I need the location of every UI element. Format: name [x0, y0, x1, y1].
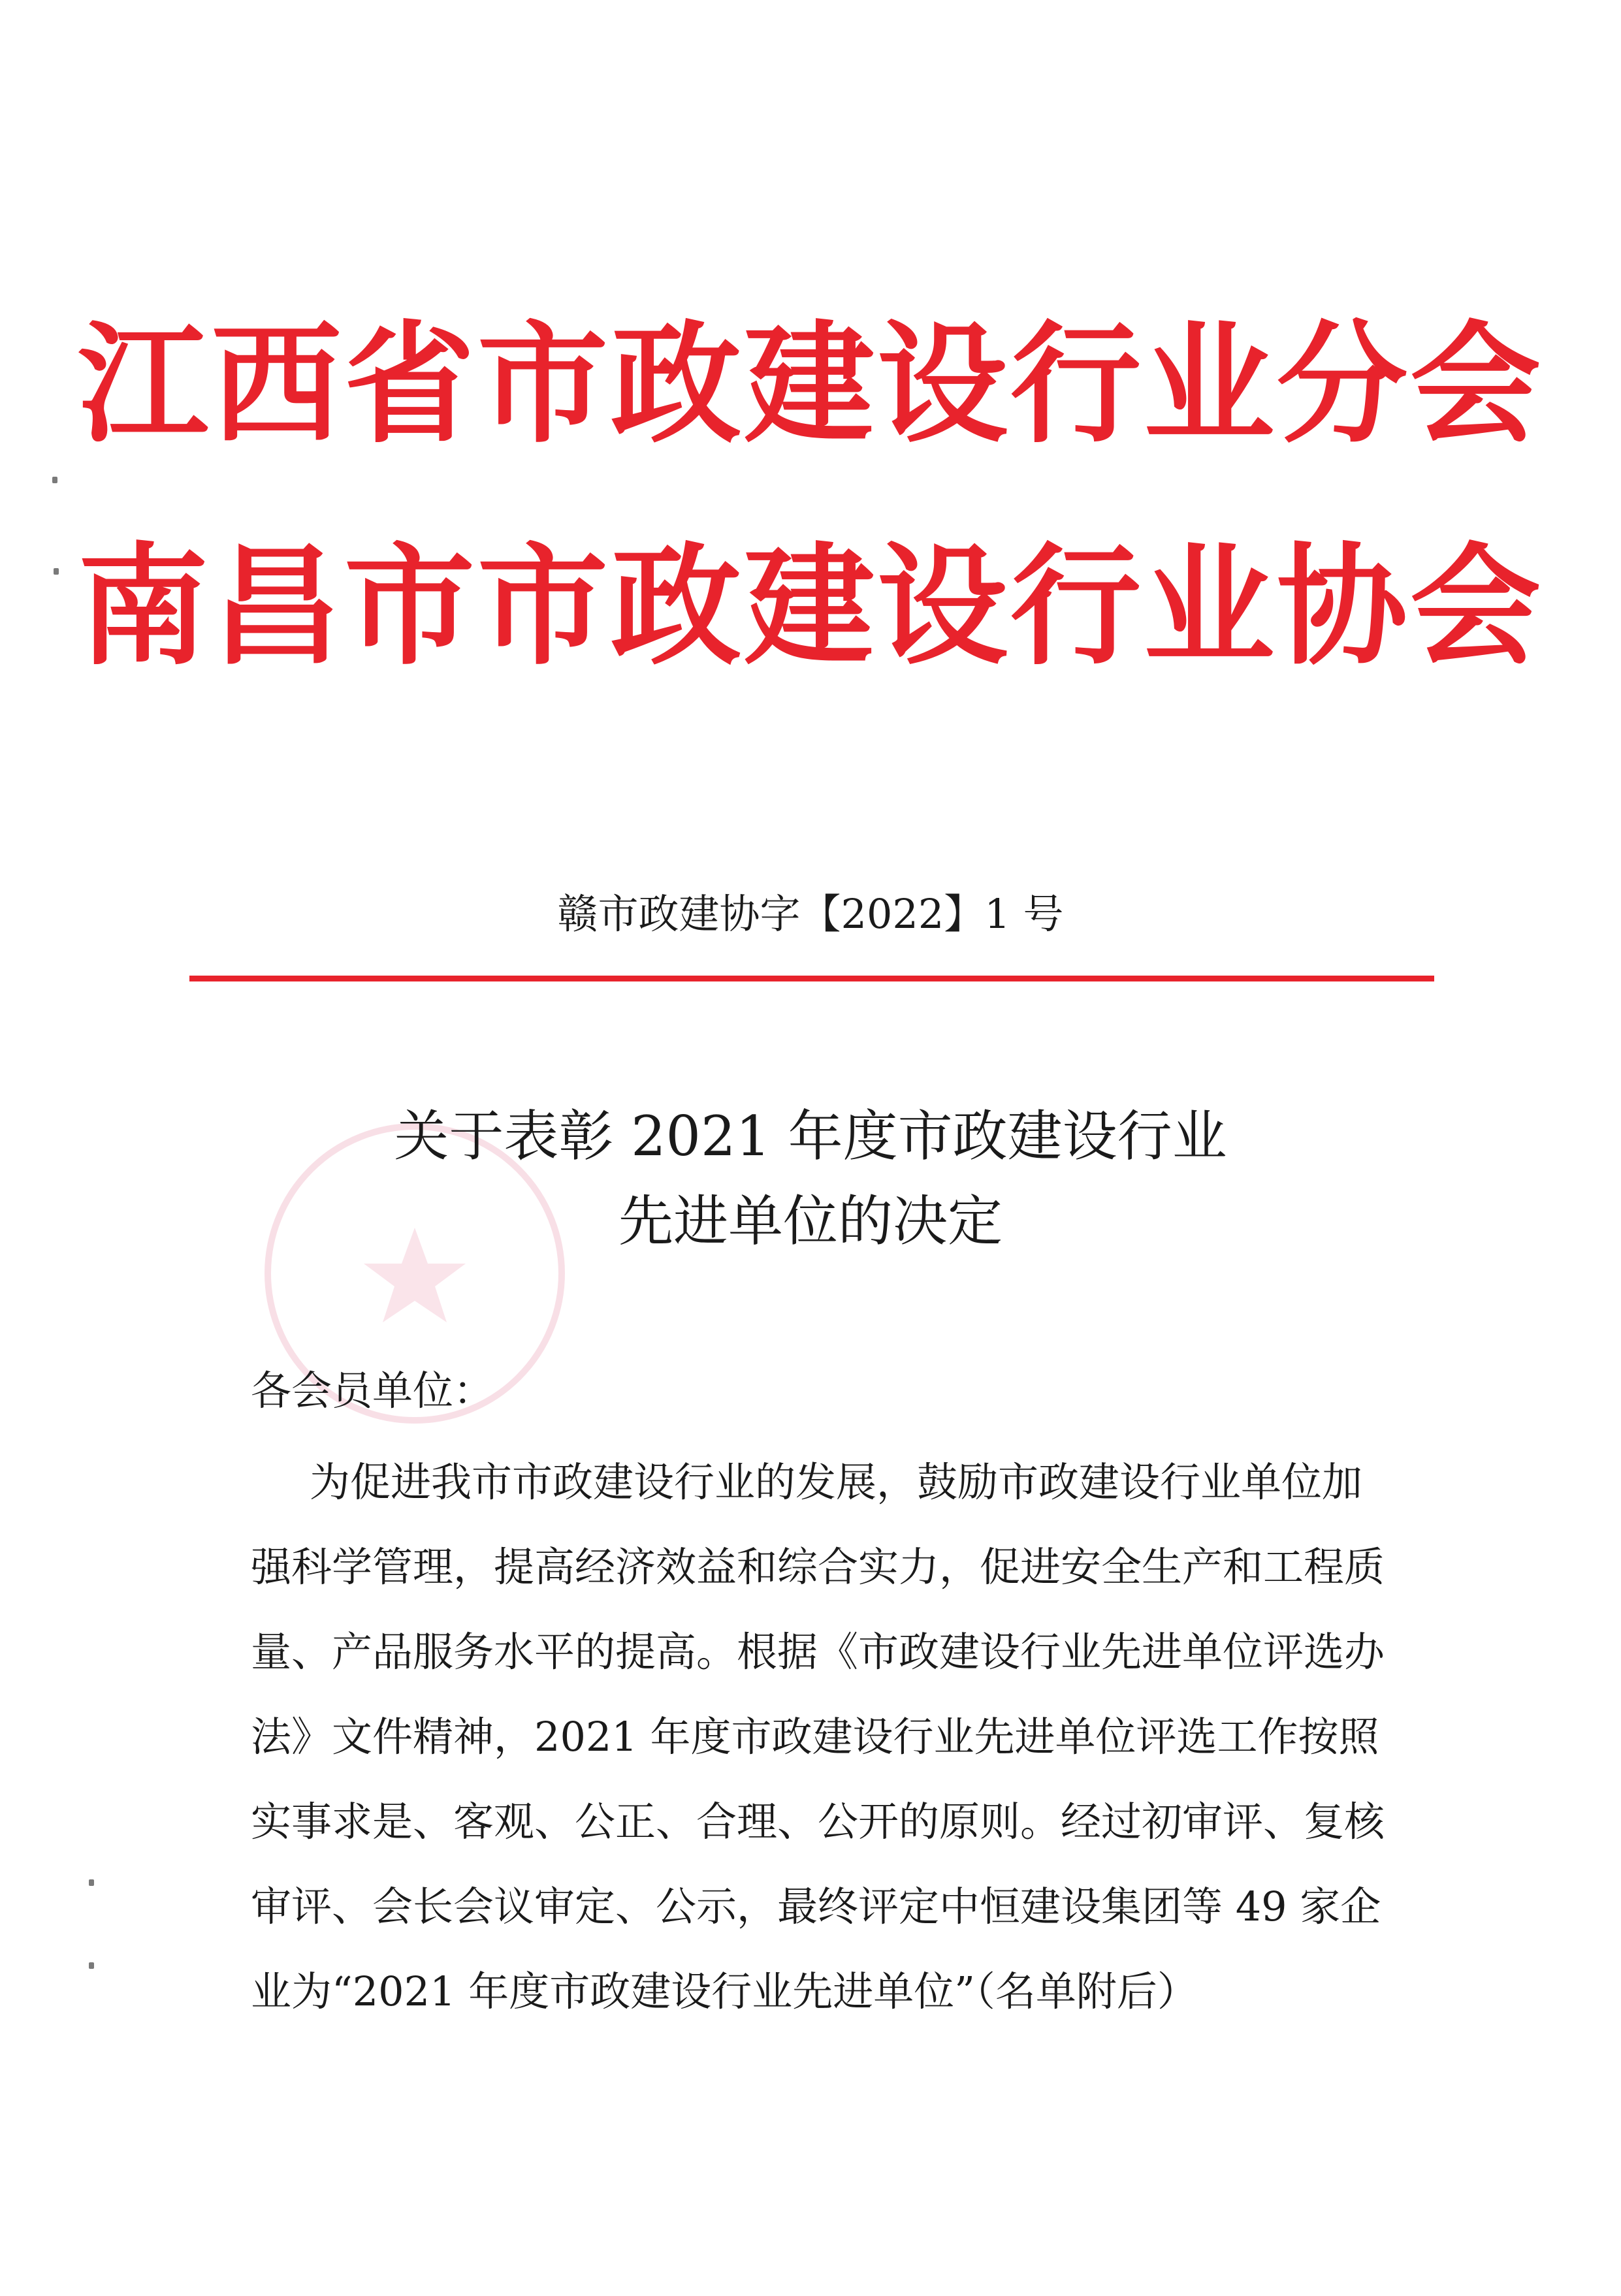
- scan-speck: [89, 1879, 94, 1886]
- body-line: 为促进我市市政建设行业的发展，鼓励市政建设行业单位加: [310, 1458, 1363, 1506]
- header-line-1: 江西省市政建设行业分会: [77, 309, 1543, 461]
- document-number: 赣市政建协字【2022】1 号: [557, 890, 1064, 938]
- scan-speck: [52, 477, 57, 483]
- body-line: 实事求是、客观、公正、合理、公开的原则。经过初审评、复核: [251, 1798, 1385, 1845]
- document-title-line-1: 关于表彰 2021 年度市政建设行业: [394, 1104, 1227, 1168]
- body-line: 法》文件精神，2021 年度市政建设行业先进单位评选工作按照: [251, 1713, 1379, 1761]
- salutation: 各会员单位：: [251, 1367, 494, 1414]
- body-line: 量、产品服务水平的提高。根据《市政建设行业先进单位评选办: [251, 1628, 1385, 1676]
- header-line-2: 南昌市市政建设行业协会: [77, 531, 1543, 683]
- body-line: 业为“2021 年度市政建设行业先进单位”（名单附后）: [251, 1968, 1198, 2015]
- red-divider-rule: [189, 976, 1434, 981]
- document-title-line-2: 先进单位的决定: [618, 1189, 1003, 1253]
- scan-speck: [89, 1962, 94, 1969]
- body-line: 审评、会长会议审定、公示，最终评定中恒建设集团等 49 家企: [251, 1883, 1381, 1930]
- scan-speck: [54, 568, 59, 575]
- body-paragraph: [251, 1453, 1385, 2047]
- body-line: 强科学管理，提高经济效益和综合实力，促进安全生产和工程质: [251, 1543, 1385, 1591]
